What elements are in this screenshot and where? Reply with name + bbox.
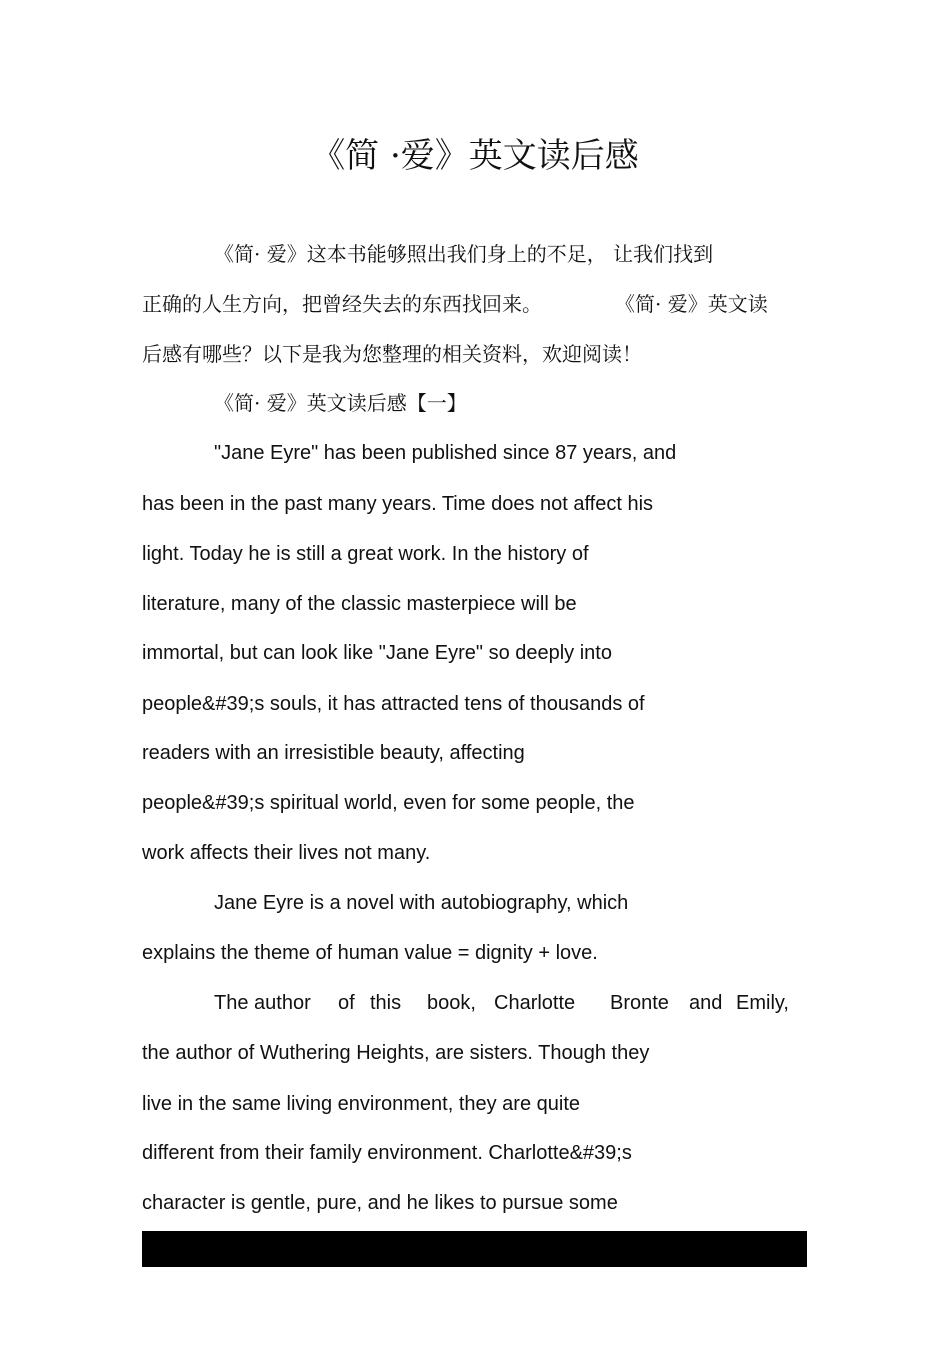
p3-word-6: Bronte (610, 992, 669, 1014)
p1-line-5: immortal, but can look like "Jane Eyre" so deeply into (142, 642, 612, 664)
p3-word-2: of (338, 992, 355, 1014)
p1-line-4: literature, many of the classic masterpiece will be (142, 593, 577, 615)
p3-word-5: Charlotte (494, 992, 576, 1014)
p3-word-1: The author (214, 992, 311, 1014)
p1-line-9: work affects their lives not many. (142, 842, 431, 864)
p3-word-8: Emily, (736, 992, 789, 1014)
intro-line-2a: 正确的人生方向，把曾经失去的东西找回来。 (142, 292, 542, 316)
intro-line-2b: 《简· 爱》英文读 (615, 292, 768, 316)
p1-line-1: "Jane Eyre" has been published since 87 years, and (214, 442, 677, 464)
p3-word-3: this (370, 992, 402, 1014)
p2-line-2: explains the theme of human value = dignity + love. (142, 942, 598, 964)
p3-word-4: book, (427, 992, 476, 1014)
intro-line-3: 后感有哪些？以下是我为您整理的相关资料，欢迎阅读！ (142, 342, 642, 366)
p1-line-8: people&#39;s spiritual world, even for some people, the (142, 792, 635, 814)
p3-word-7: and (689, 992, 723, 1014)
p3-line-3: live in the same living environment, they are quite (142, 1093, 581, 1115)
intro-line-1: 《简· 爱》这本书能够照出我们身上的不足， 让我们找到 (214, 242, 714, 266)
p3-line-5: character is gentle, pure, and he likes to pursue some (142, 1192, 618, 1214)
redaction-bar (142, 1231, 807, 1267)
p1-line-6: people&#39;s souls, it has attracted tens of thousands of (142, 693, 645, 715)
p2-line-1: Jane Eyre is a novel with autobiography, which (214, 892, 629, 914)
p3-line-2: the author of Wuthering Heights, are sisters. Though they (142, 1042, 650, 1064)
p1-line-7: readers with an irresistible beauty, affecting (142, 742, 525, 764)
p3-line-4: different from their family environment. Charlotte&#39;s (142, 1142, 632, 1164)
section-heading: 《简· 爱》英文读后感【一】 (214, 391, 467, 415)
document-title: 《简 ·爱》英文读后感 (311, 136, 639, 176)
p1-line-2: has been in the past many years. Time does not affect his (142, 493, 654, 515)
p1-line-3: light. Today he is still a great work. In the history of (142, 543, 589, 565)
